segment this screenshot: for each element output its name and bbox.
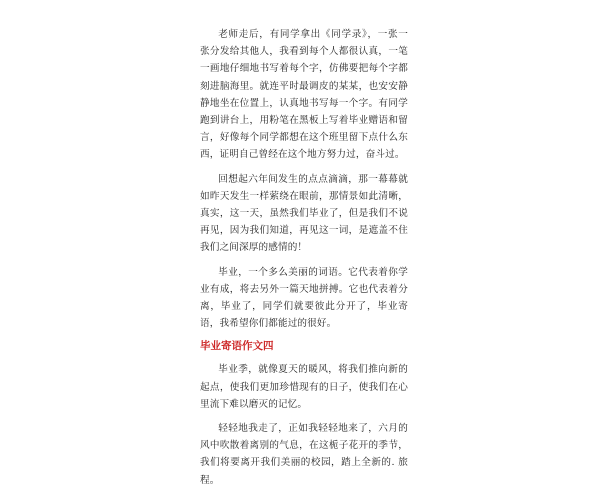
section-heading: 毕业寄语作文四 — [200, 340, 274, 353]
paragraph-5: 轻轻地我走了，正如我轻轻地来了，六月的风中吹散着离别的气息，在这栀子花开的季节，我们将要离开我们美丽的校园，踏上全新的. 旅程。 — [200, 423, 408, 486]
paragraph-3: 毕业，一个多么美丽的词语。它代表着你学业有成，将去另外一篇天地拼搏。它也代表着分离，毕业了，同学们就要彼此分开了，毕业寄语，我希望你们都能过的很好。 — [200, 266, 408, 330]
paragraph-4: 毕业季，就像夏天的暖风，将我们推向新的起点，使我们更加珍惜现有的日子，使我们在心里流下难以磨灭的记忆。 — [200, 364, 408, 410]
paragraph-1: 老师走后，有同学拿出《同学录》，一张一张分发给其他人，我看到每个人都很认真，一笔一画地仔细地书写着每个字，仿佛要把每个字都刻进脑海里。就连平时最调皮的某某，也安安静静地坐在位置上，认真地书写每一个字。有同学跑到讲台上，用粉笔在黑板上写着毕业赠语和留言，好像每个同学都想在这个班里留下点什么东西，证明自己曾经在这个地方努力过，奋斗过。 — [200, 29, 408, 161]
article-body — [200, 26, 408, 496]
paragraph-2: 回想起六年间发生的点点滴滴，那一幕幕就如昨天发生一样萦绕在眼前，那情景如此清晰，真实，这一天，虽然我们毕业了，但是我们不说再见，因为我们知道，再见这一词，是遮盖不住我们之间深厚的感情的！ — [200, 173, 408, 254]
